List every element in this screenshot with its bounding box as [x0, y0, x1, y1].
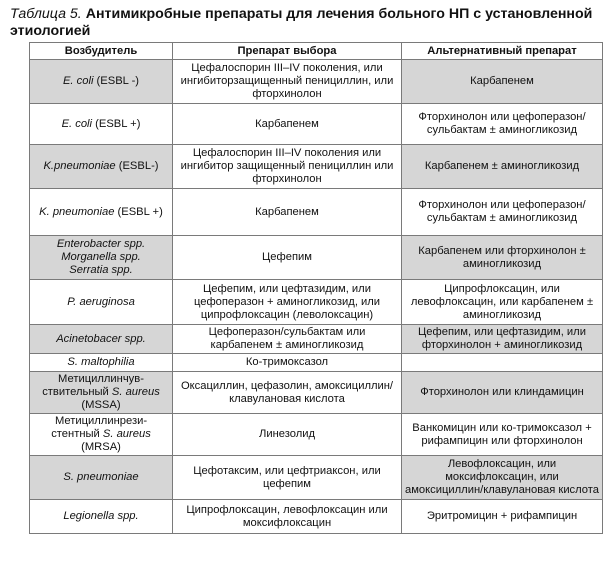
- cell-choice: Ко-тримоксазол: [173, 354, 402, 372]
- cell-alternative: Ципрофлоксацин, или левофлоксацин, или карбапенем ± аминогликозид: [402, 280, 603, 325]
- header-row: [30, 43, 603, 60]
- cell-pathogen: [30, 189, 173, 236]
- caption-title: Антимикробные препараты для лечения больного НП с установленной этиологией: [10, 6, 593, 39]
- cell-alternative: Карбапенем: [402, 60, 603, 104]
- table-row: [30, 189, 603, 236]
- cell-pathogen: [30, 456, 173, 500]
- table-caption: [10, 6, 602, 40]
- cell-choice: Цефоперазон/сульбактам или карбапенем ± аминогликозид: [173, 325, 402, 354]
- table-row: [30, 372, 603, 414]
- cell-pathogen: [30, 104, 173, 145]
- table-row: [30, 60, 603, 104]
- table-row: [30, 325, 603, 354]
- cell-choice: Ципрофлоксацин, левофлоксацин или моксифлоксацин: [173, 500, 402, 534]
- cell-choice: Цефепим: [173, 236, 402, 280]
- cell-alternative: Цефепим, или цефтазидим, или фторхинолон + аминогликозид: [402, 325, 603, 354]
- table-row: [30, 414, 603, 456]
- pathogen-text: Acinetobacer spp.: [56, 332, 146, 345]
- cell-pathogen: [30, 145, 173, 189]
- pathogen-text: K. pneumoniae: [39, 205, 115, 218]
- cell-alternative: [402, 354, 603, 372]
- cell-alternative: Фторхинолон или цефоперазон/сульбактам ± аминогликозид: [402, 189, 603, 236]
- pathogen-text: Enterobacter spp. Morganella spp. Serratia spp.: [56, 238, 146, 276]
- table-row: [30, 280, 603, 325]
- cell-pathogen: [30, 354, 173, 372]
- cell-alternative: Фторхинолон или цефоперазон/сульбактам ± аминогликозид: [402, 104, 603, 145]
- cell-pathogen: [30, 60, 173, 104]
- table-row: [30, 145, 603, 189]
- cell-choice: Цефалоспорин III–IV поколения, или ингибиторзащищенный пенициллин, или фторхинолон: [173, 60, 402, 104]
- pathogen-text: (ESBL +): [92, 117, 141, 130]
- pathogen-text: Метициллинчув- ствительный: [42, 373, 144, 398]
- antimicrobial-table: [29, 42, 603, 534]
- pathogen-text: (ESBL -): [93, 75, 140, 87]
- cell-choice: Карбапенем: [173, 104, 402, 145]
- pathogen-text: (MRSA): [81, 441, 121, 453]
- cell-alternative: Карбапенем ± аминогликозид: [402, 145, 603, 189]
- table-row: [30, 354, 603, 372]
- cell-pathogen: [30, 236, 173, 280]
- pathogen-text: E. coli: [62, 75, 94, 87]
- cell-alternative: Левофлоксацин, или моксифлоксацин, или амоксициллин/клавулановая кислота: [402, 456, 603, 500]
- pathogen-text: E. coli: [61, 117, 93, 130]
- header-pathogen: Возбудитель: [30, 43, 173, 60]
- table-body: [30, 60, 603, 534]
- cell-pathogen: [30, 325, 173, 354]
- table-row: [30, 456, 603, 500]
- pathogen-text: (ESBL +): [114, 205, 163, 218]
- table-row: [30, 104, 603, 145]
- table-row: [30, 236, 603, 280]
- cell-alternative: Фторхинолон или клиндамицин: [402, 372, 603, 414]
- cell-pathogen: [30, 372, 173, 414]
- pathogen-text: (MSSA): [81, 399, 121, 411]
- caption-label: Таблица 5.: [10, 6, 82, 22]
- cell-pathogen: [30, 414, 173, 456]
- header-choice: Препарат выбора: [173, 43, 402, 60]
- cell-alternative: Ванкомицин или ко-тримоксазол + рифампицин или фторхинолон: [402, 414, 603, 456]
- cell-choice: Цефепим, или цефтазидим, или цефоперазон + аминогликозид, или ципрофлоксацин (леволоксацин): [173, 280, 402, 325]
- pathogen-text: P. aeruginosa: [67, 295, 135, 308]
- cell-alternative: Карбапенем или фторхинолон ± аминогликозид: [402, 236, 603, 280]
- header-alternative: Альтернативный препарат: [402, 43, 603, 60]
- cell-choice: Оксациллин, цефазолин, амоксициллин/клавулановая кислота: [173, 372, 402, 414]
- pathogen-text: S. aureus: [111, 386, 160, 398]
- pathogen-text: S. maltophilia: [67, 356, 135, 368]
- pathogen-text: S. pneumoniae: [63, 471, 139, 483]
- pathogen-text: S. aureus: [102, 428, 151, 440]
- cell-choice: Линезолид: [173, 414, 402, 456]
- pathogen-text: Метициллинрези- стентный: [51, 415, 148, 440]
- cell-alternative: Эритромицин + рифампицин: [402, 500, 603, 534]
- cell-choice: Цефалоспорин III–IV поколения или ингибитор защищенный пенициллин или фторхинолон: [173, 145, 402, 189]
- cell-pathogen: [30, 280, 173, 325]
- pathogen-text: Legionella spp.: [63, 510, 139, 522]
- cell-choice: Карбапенем: [173, 189, 402, 236]
- cell-pathogen: [30, 500, 173, 534]
- cell-choice: Цефотаксим, или цефтриаксон, или цефепим: [173, 456, 402, 500]
- pathogen-text: (ESBL-): [115, 160, 159, 172]
- table-row: [30, 500, 603, 534]
- pathogen-text: K.pneumoniae: [43, 160, 116, 172]
